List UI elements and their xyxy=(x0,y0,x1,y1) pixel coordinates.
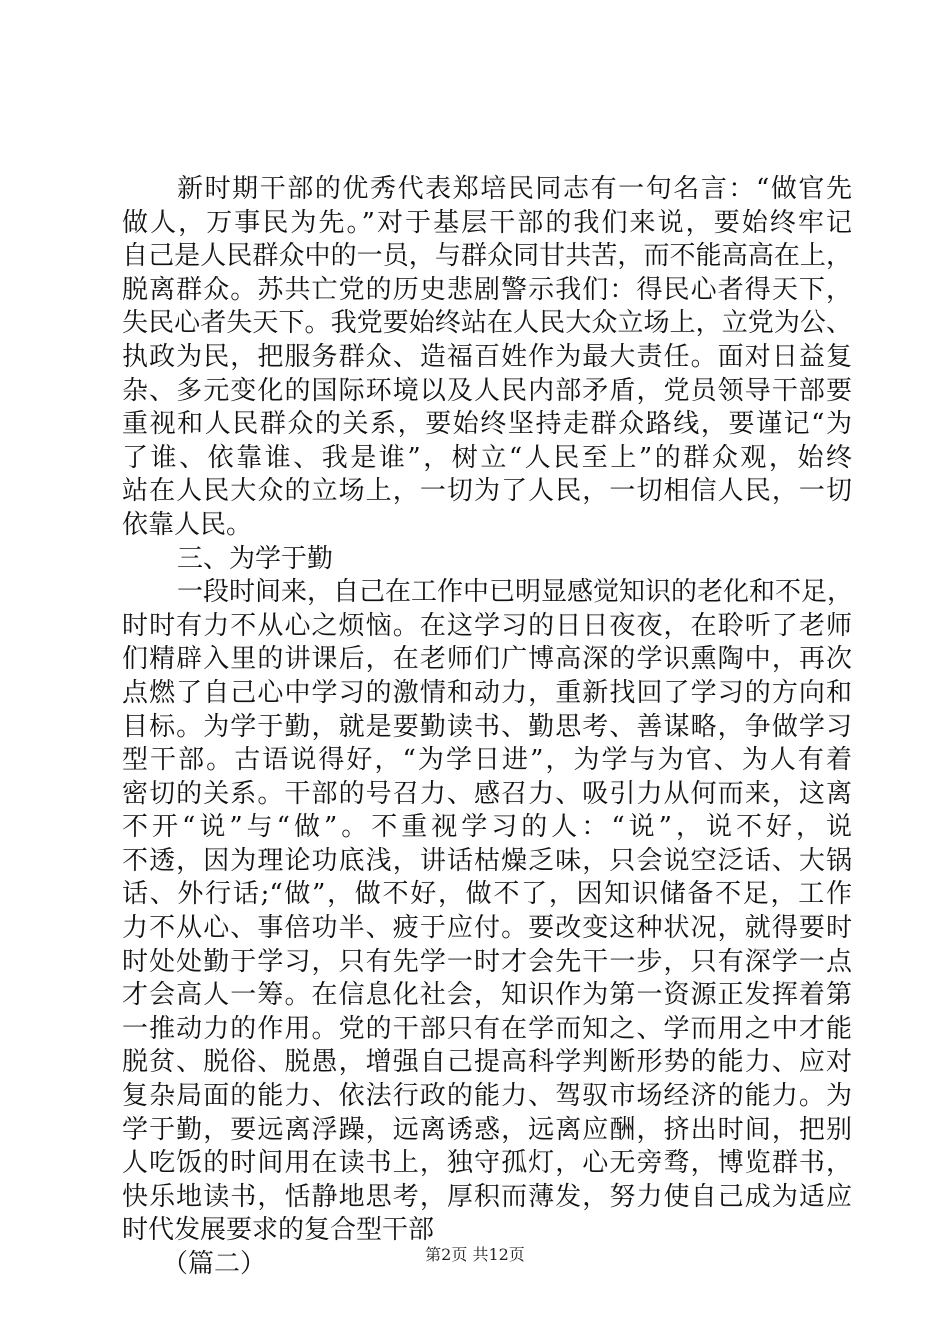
page-number: 第2页 共12页 xyxy=(425,1245,525,1264)
paragraph-line: 执政为民，把服务群众、造福百姓作为最大责任。面对日益复 xyxy=(122,341,852,372)
paragraph-line: 密切的关系。干部的号召力、感召力、吸引力从何而来，这离 xyxy=(122,778,852,809)
paragraph-line: 型干部。古语说得好，“为学日进”，为学与为官、为人有着 xyxy=(122,745,852,776)
paragraph-line: 点燃了自己心中学习的激情和动力，重新找回了学习的方向和 xyxy=(122,677,852,708)
paragraph-1 xyxy=(122,173,852,543)
page-footer xyxy=(0,1244,950,1266)
paragraph-line: 一段时间来，自己在工作中已明显感觉知识的老化和不足， xyxy=(177,577,854,608)
paragraph-line: 时代发展要求的复合型干部 xyxy=(122,1215,435,1246)
section-heading: 三、为学于勤 xyxy=(177,543,334,574)
paragraph-line: 站在人民大众的立场上，一切为了人民，一切相信人民，一切 xyxy=(122,476,852,507)
paragraph-line: 脱离群众。苏共亡党的历史悲剧警示我们：得民心者得天下， xyxy=(122,274,852,305)
paragraph-line: 了谁、依靠谁、我是谁”，树立“人民至上”的群众观，始终 xyxy=(122,442,852,473)
paragraph-line: 话、外行话;“做”，做不好，做不了，因知识储备不足，工作 xyxy=(122,879,852,910)
part-heading: （篇二） xyxy=(162,1249,267,1279)
paragraph-line: 失民心者失天下。我党要始终站在人民大众立场上，立党为公、 xyxy=(122,308,852,339)
paragraph-line: 复杂局面的能力、依法行政的能力、驾驭市场经济的能力。为 xyxy=(122,1081,852,1112)
paragraph-line: 依靠人民。 xyxy=(122,509,253,540)
paragraph-line: 自己是人民群众中的一员，与群众同甘共苦，而不能高高在上， xyxy=(122,241,852,272)
paragraph-line: 脱贫、脱俗、脱愚，增强自己提高科学判断形势的能力、应对 xyxy=(122,1047,852,1078)
paragraph-line: 力不从心、事倍功半、疲于应付。要改变这种状况，就得要时 xyxy=(122,913,852,944)
paragraph-line: 新时期干部的优秀代表郑培民同志有一句名言：“做官先 xyxy=(177,174,852,204)
paragraph-line: 杂、多元变化的国际环境以及人民内部矛盾，党员领导干部要 xyxy=(122,375,852,406)
paragraph-line: 目标。为学于勤，就是要勤读书、勤思考、善谋略，争做学习 xyxy=(122,711,852,742)
paragraph-line: 时时有力不从心之烦恼。在这学习的日日夜夜，在聆听了老师 xyxy=(122,610,852,641)
paragraph-line: 时处处勤于学习，只有先学一时才会先干一步，只有深学一点 xyxy=(122,946,852,977)
paragraph-line: 不透，因为理论功底浅，讲话枯燥乏味，只会说空泛话、大锅 xyxy=(122,845,852,876)
paragraph-line: 做人，万事民为先。”对于基层干部的我们来说，要始终牢记 xyxy=(122,207,852,238)
paragraph-2 xyxy=(122,576,852,1248)
paragraph-line: 快乐地读书，恬静地思考，厚积而薄发，努力使自己成为适应 xyxy=(122,1181,852,1212)
paragraph-line: 不开“说”与“做”。不重视学习的人：“说”，说不好，说 xyxy=(122,812,852,843)
paragraph-line: 才会高人一筹。在信息化社会，知识作为第一资源正发挥着第 xyxy=(122,980,852,1011)
paragraph-line: 一推动力的作用。党的干部只有在学而知之、学而用之中才能 xyxy=(122,1013,852,1044)
paragraph-line: 们精辟入里的讲课后，在老师们广博高深的学识熏陶中，再次 xyxy=(122,644,852,675)
paragraph-line: 学于勤，要远离浮躁，远离诱惑，远离应酬，挤出时间，把别 xyxy=(122,1114,852,1145)
paragraph-line: 人吃饭的时间用在读书上，独守孤灯，心无旁骛，博览群书， xyxy=(122,1148,852,1179)
document-body xyxy=(122,173,852,1282)
paragraph-line: 重视和人民群众的关系，要始终坚持走群众路线，要谨记“为 xyxy=(122,409,852,440)
